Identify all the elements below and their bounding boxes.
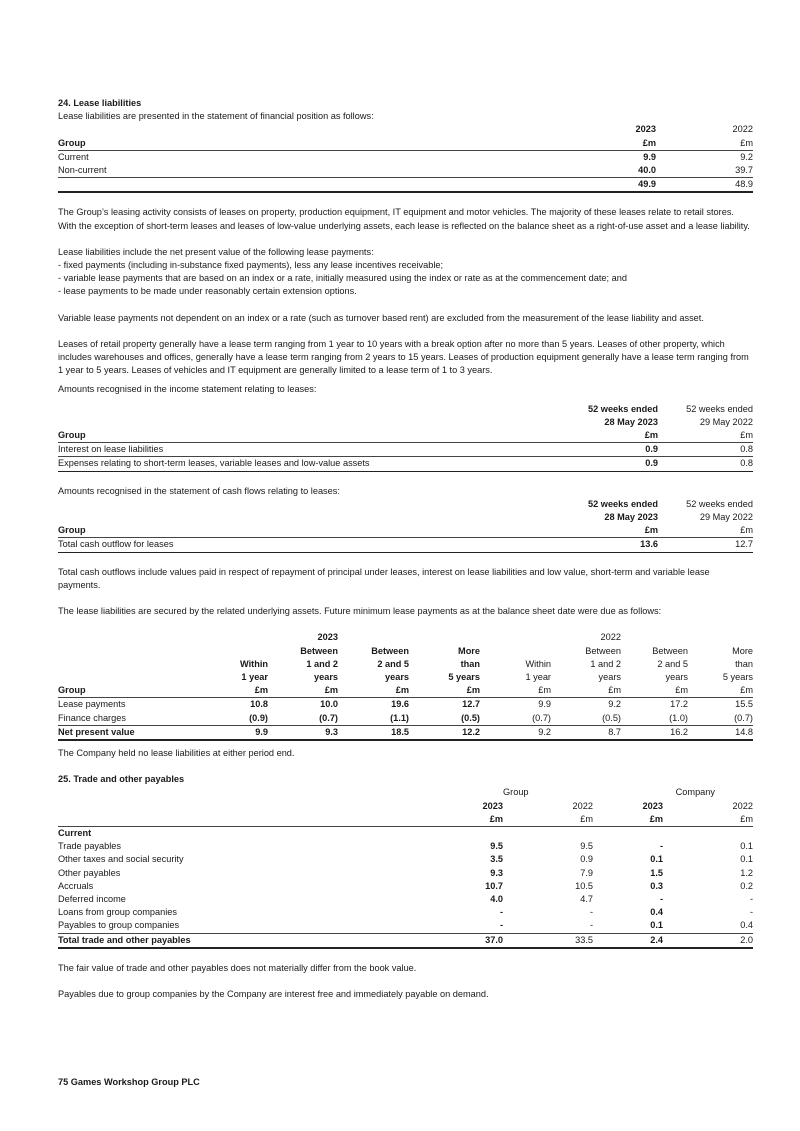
- company-column-header: Company: [675, 787, 715, 798]
- period-header: 52 weeks ended: [588, 403, 658, 414]
- group-label: Group: [58, 429, 558, 443]
- group-label: Group: [58, 137, 558, 151]
- column-header: [480, 645, 551, 658]
- unit-label: £m: [663, 813, 753, 827]
- total-value: 16.2: [621, 725, 688, 740]
- row-value: (0.7): [480, 712, 551, 726]
- row-value: 4.0: [490, 893, 503, 904]
- row-label: Deferred income: [58, 893, 126, 904]
- row-value: (0.5): [551, 712, 621, 726]
- total-value: 14.8: [688, 725, 753, 740]
- column-header: 5 years: [448, 671, 480, 682]
- unit-label: £m: [268, 684, 338, 698]
- row-label: Loans from group companies: [58, 907, 177, 918]
- year-header: 2023: [642, 800, 663, 811]
- row-value: 4.7: [580, 893, 593, 904]
- income-statement-intro: Amounts recognised in the income statement relating to leases:: [58, 384, 317, 395]
- unit-label: £m: [688, 684, 753, 698]
- row-value: 39.7: [656, 164, 753, 178]
- column-header: Between: [371, 645, 409, 656]
- row-value: 10.0: [320, 699, 338, 710]
- row-value: -: [383, 919, 503, 933]
- maturity-table: [58, 631, 753, 741]
- column-header: 2 and 5: [377, 658, 409, 669]
- row-value: 0.1: [593, 919, 663, 933]
- period-date: 29 May 2022: [699, 416, 753, 427]
- fair-value-paragraph: The fair value of trade and other payables does not materially differ from the book value.: [58, 962, 417, 973]
- variable-payments-paragraph: Variable lease payments not dependent on an index or a rate (such as turnover based rent) are excluded from the measurement of the lease liability and asset.: [58, 312, 704, 323]
- row-value: 0.9: [645, 444, 658, 455]
- year-header: 2022: [732, 800, 753, 811]
- row-label: Other payables: [58, 867, 121, 878]
- period-header: 52 weeks ended: [686, 403, 753, 414]
- total-label: Total trade and other payables: [58, 933, 383, 948]
- row-value: 13.6: [558, 538, 658, 552]
- row-value: -: [589, 907, 593, 918]
- company-leases-note: The Company held no lease liabilities at either period end.: [58, 747, 295, 758]
- year-header: 2022: [572, 800, 593, 811]
- unit-label: £m: [658, 429, 753, 443]
- future-payments-paragraph: The lease liabilities are secured by the related underlying assets. Future minimum lease payments as at the balance sheet date were due as follows:: [58, 606, 662, 617]
- section-25-heading: 25. Trade and other payables: [58, 774, 185, 785]
- leasing-activity-paragraph: The Group’s leasing activity consists of leases on property, production equipment, IT equipment and motor vehicles. The majority of these leases relate to retail stores. With the exception of short-term leases and leases of low-value underlying assets, each lease is reflected on the balance sheet as a right-of-use asset and a lease liability.: [58, 207, 750, 231]
- row-value: 0.1: [740, 854, 753, 865]
- group-label: Group: [58, 684, 208, 698]
- period-date: 29 May 2022: [699, 512, 753, 523]
- row-value: 0.2: [740, 880, 753, 891]
- total-value: 2.0: [663, 933, 753, 948]
- payables-table: [58, 786, 753, 948]
- row-value: 15.5: [735, 699, 753, 710]
- column-header: More: [458, 645, 480, 656]
- total-value: 9.9: [208, 725, 268, 740]
- row-value: 9.5: [490, 841, 503, 852]
- row-value: (0.7): [268, 712, 338, 726]
- total-value: 9.2: [480, 725, 551, 740]
- unit-label: £m: [338, 684, 409, 698]
- row-value: 10.7: [485, 880, 503, 891]
- column-header: Within: [525, 658, 551, 669]
- unit-label: £m: [551, 684, 621, 698]
- row-value: 0.1: [740, 841, 753, 852]
- row-label: Trade payables: [58, 841, 121, 852]
- group-payables-paragraph: Payables due to group companies by the Company are interest free and immediately payable on demand.: [58, 988, 489, 999]
- row-value: 40.0: [558, 164, 656, 178]
- row-value: (0.9): [208, 712, 268, 726]
- period-date: 28 May 2023: [604, 416, 658, 427]
- group-column-header: Group: [503, 787, 529, 798]
- unit-label: £m: [480, 684, 551, 698]
- row-value: (1.0): [621, 712, 688, 726]
- row-value: 17.2: [670, 699, 688, 710]
- cash-flow-intro: Amounts recognised in the statement of cash flows relating to leases:: [58, 485, 340, 496]
- year-2022-header: 2022: [600, 632, 621, 643]
- unit-label: £m: [658, 524, 753, 538]
- total-value: 2.4: [593, 933, 663, 948]
- column-header: years: [384, 671, 409, 682]
- row-label: Payables to group companies: [58, 919, 383, 933]
- row-value: 0.8: [658, 457, 753, 471]
- row-value: (0.5): [409, 712, 480, 726]
- unit-label: £m: [593, 813, 663, 827]
- row-value: 3.5: [490, 854, 503, 865]
- cash-flow-leases-table: [58, 498, 753, 553]
- row-value: (1.1): [338, 712, 409, 726]
- period-header: 52 weeks ended: [686, 498, 753, 509]
- income-statement-leases-table: [58, 403, 753, 472]
- row-value: 1.2: [740, 867, 753, 878]
- total-value: 33.5: [503, 933, 593, 948]
- year-2022-header: 2022: [732, 124, 753, 135]
- column-header: 1 and 2: [590, 658, 621, 669]
- row-label: Lease payments: [58, 699, 126, 710]
- row-label: Non-current: [58, 164, 558, 178]
- row-value: 9.9: [643, 151, 656, 162]
- total-value: 9.3: [268, 725, 338, 740]
- row-label: Other taxes and social security: [58, 854, 184, 865]
- column-header: Within: [240, 658, 268, 669]
- unit-label: £m: [621, 684, 688, 698]
- lease-terms-paragraph: Leases of retail property generally have a lease term ranging from 1 year to 10 years with a break option after no more than 5 years. Leases of other property, which includes warehouses and offices, generally have a lease term ranging from 2 years to 15 years. Leases of production equipment generally have a lease term ranging from 1 year to 5 years. Leases of vehicles and IT equipment are generally limited to a lease term of 1 to 3 years.: [58, 338, 749, 376]
- column-header: Between: [585, 645, 621, 656]
- row-value: 0.9: [580, 854, 593, 865]
- row-value: -: [659, 841, 663, 852]
- row-label: Total cash outflow for leases: [58, 538, 558, 552]
- row-value: 0.9: [558, 457, 658, 471]
- row-label: Current: [58, 151, 89, 162]
- document-page: [58, 97, 753, 1001]
- section-24-heading: 24. Lease liabilities: [58, 98, 142, 108]
- npv-intro-paragraph: Lease liabilities include the net present value of the following lease payments:: [58, 246, 374, 257]
- column-header: 1 and 2: [306, 658, 338, 669]
- year-2023-header: 2023: [317, 632, 338, 643]
- row-value: -: [659, 893, 663, 904]
- unit-label: £m: [656, 137, 753, 151]
- row-label: Expenses relating to short-term leases, variable leases and low-value assets: [58, 457, 558, 471]
- row-value: -: [503, 919, 593, 933]
- unit-label: £m: [208, 684, 268, 698]
- column-header: than: [735, 658, 753, 669]
- column-header: 5 years: [722, 671, 753, 682]
- period-date: 28 May 2023: [604, 512, 658, 523]
- row-value: 9.5: [580, 841, 593, 852]
- lease-liabilities-table: [58, 123, 753, 193]
- row-value: 12.7: [462, 699, 480, 710]
- bullet-item: - lease payments to be made under reasonably certain extension options.: [58, 286, 357, 297]
- row-value: 9.3: [490, 867, 503, 878]
- total-value: 49.9: [558, 178, 656, 193]
- row-label: Finance charges: [58, 712, 208, 726]
- column-header: [208, 645, 268, 658]
- year-header: 2023: [482, 800, 503, 811]
- row-value: 10.8: [250, 699, 268, 710]
- row-value: 0.3: [650, 880, 663, 891]
- row-value: 0.8: [740, 444, 753, 455]
- unit-label: £m: [558, 524, 658, 538]
- current-label: Current: [58, 827, 92, 838]
- row-value: -: [499, 907, 503, 918]
- row-value: -: [749, 907, 753, 918]
- column-header: Between: [300, 645, 338, 656]
- row-value: 9.9: [538, 699, 551, 710]
- period-header: 52 weeks ended: [588, 498, 658, 509]
- total-value: 18.5: [338, 725, 409, 740]
- row-value: 0.1: [650, 854, 663, 865]
- total-value: 8.7: [551, 725, 621, 740]
- unit-label: £m: [503, 813, 593, 827]
- column-header: years: [598, 671, 621, 682]
- unit-label: £m: [558, 429, 658, 443]
- row-value: 0.4: [650, 907, 663, 918]
- row-value: 19.6: [391, 699, 409, 710]
- row-value: 0.4: [663, 919, 753, 933]
- column-header: 2 and 5: [657, 658, 688, 669]
- unit-label: £m: [558, 137, 656, 151]
- row-value: 1.5: [650, 867, 663, 878]
- lease-intro-text: Lease liabilities are presented in the statement of financial position as follows:: [58, 111, 374, 122]
- column-header: than: [460, 658, 480, 669]
- row-value: -: [749, 893, 753, 904]
- total-value: 48.9: [656, 178, 753, 193]
- cash-outflows-paragraph: Total cash outflows include values paid in respect of repayment of principal under leases, interest on lease liabilities and low value, short-term and variable lease payments.: [58, 566, 710, 590]
- row-label: Interest on lease liabilities: [58, 444, 164, 455]
- unit-label: £m: [409, 684, 480, 698]
- total-value: 12.2: [409, 725, 480, 740]
- total-value: 37.0: [383, 933, 503, 948]
- row-value: 9.2: [608, 699, 621, 710]
- bullet-item: - variable lease payments that are based on an index or a rate, initially measured using the index or rate as at the commencement date; and: [58, 273, 627, 284]
- column-header: years: [313, 671, 338, 682]
- group-label: Group: [58, 524, 558, 538]
- column-header: 1 year: [241, 671, 268, 682]
- row-value: 9.2: [740, 151, 753, 162]
- row-value: 10.5: [575, 880, 593, 891]
- row-value: 12.7: [658, 538, 753, 552]
- bullet-item: - fixed payments (including in-substance fixed payments), less any lease incentives receivable;: [58, 260, 444, 271]
- column-header: years: [665, 671, 688, 682]
- row-value: (0.7): [688, 712, 753, 726]
- column-header: 1 year: [525, 671, 551, 682]
- row-label: Accruals: [58, 880, 94, 891]
- year-2023-header: 2023: [635, 124, 656, 135]
- page-footer: 75 Games Workshop Group PLC: [58, 1077, 200, 1087]
- total-label: Net present value: [58, 725, 208, 740]
- unit-label: £m: [383, 813, 503, 827]
- row-value: 7.9: [580, 867, 593, 878]
- column-header: More: [732, 645, 753, 656]
- column-header: Between: [652, 645, 688, 656]
